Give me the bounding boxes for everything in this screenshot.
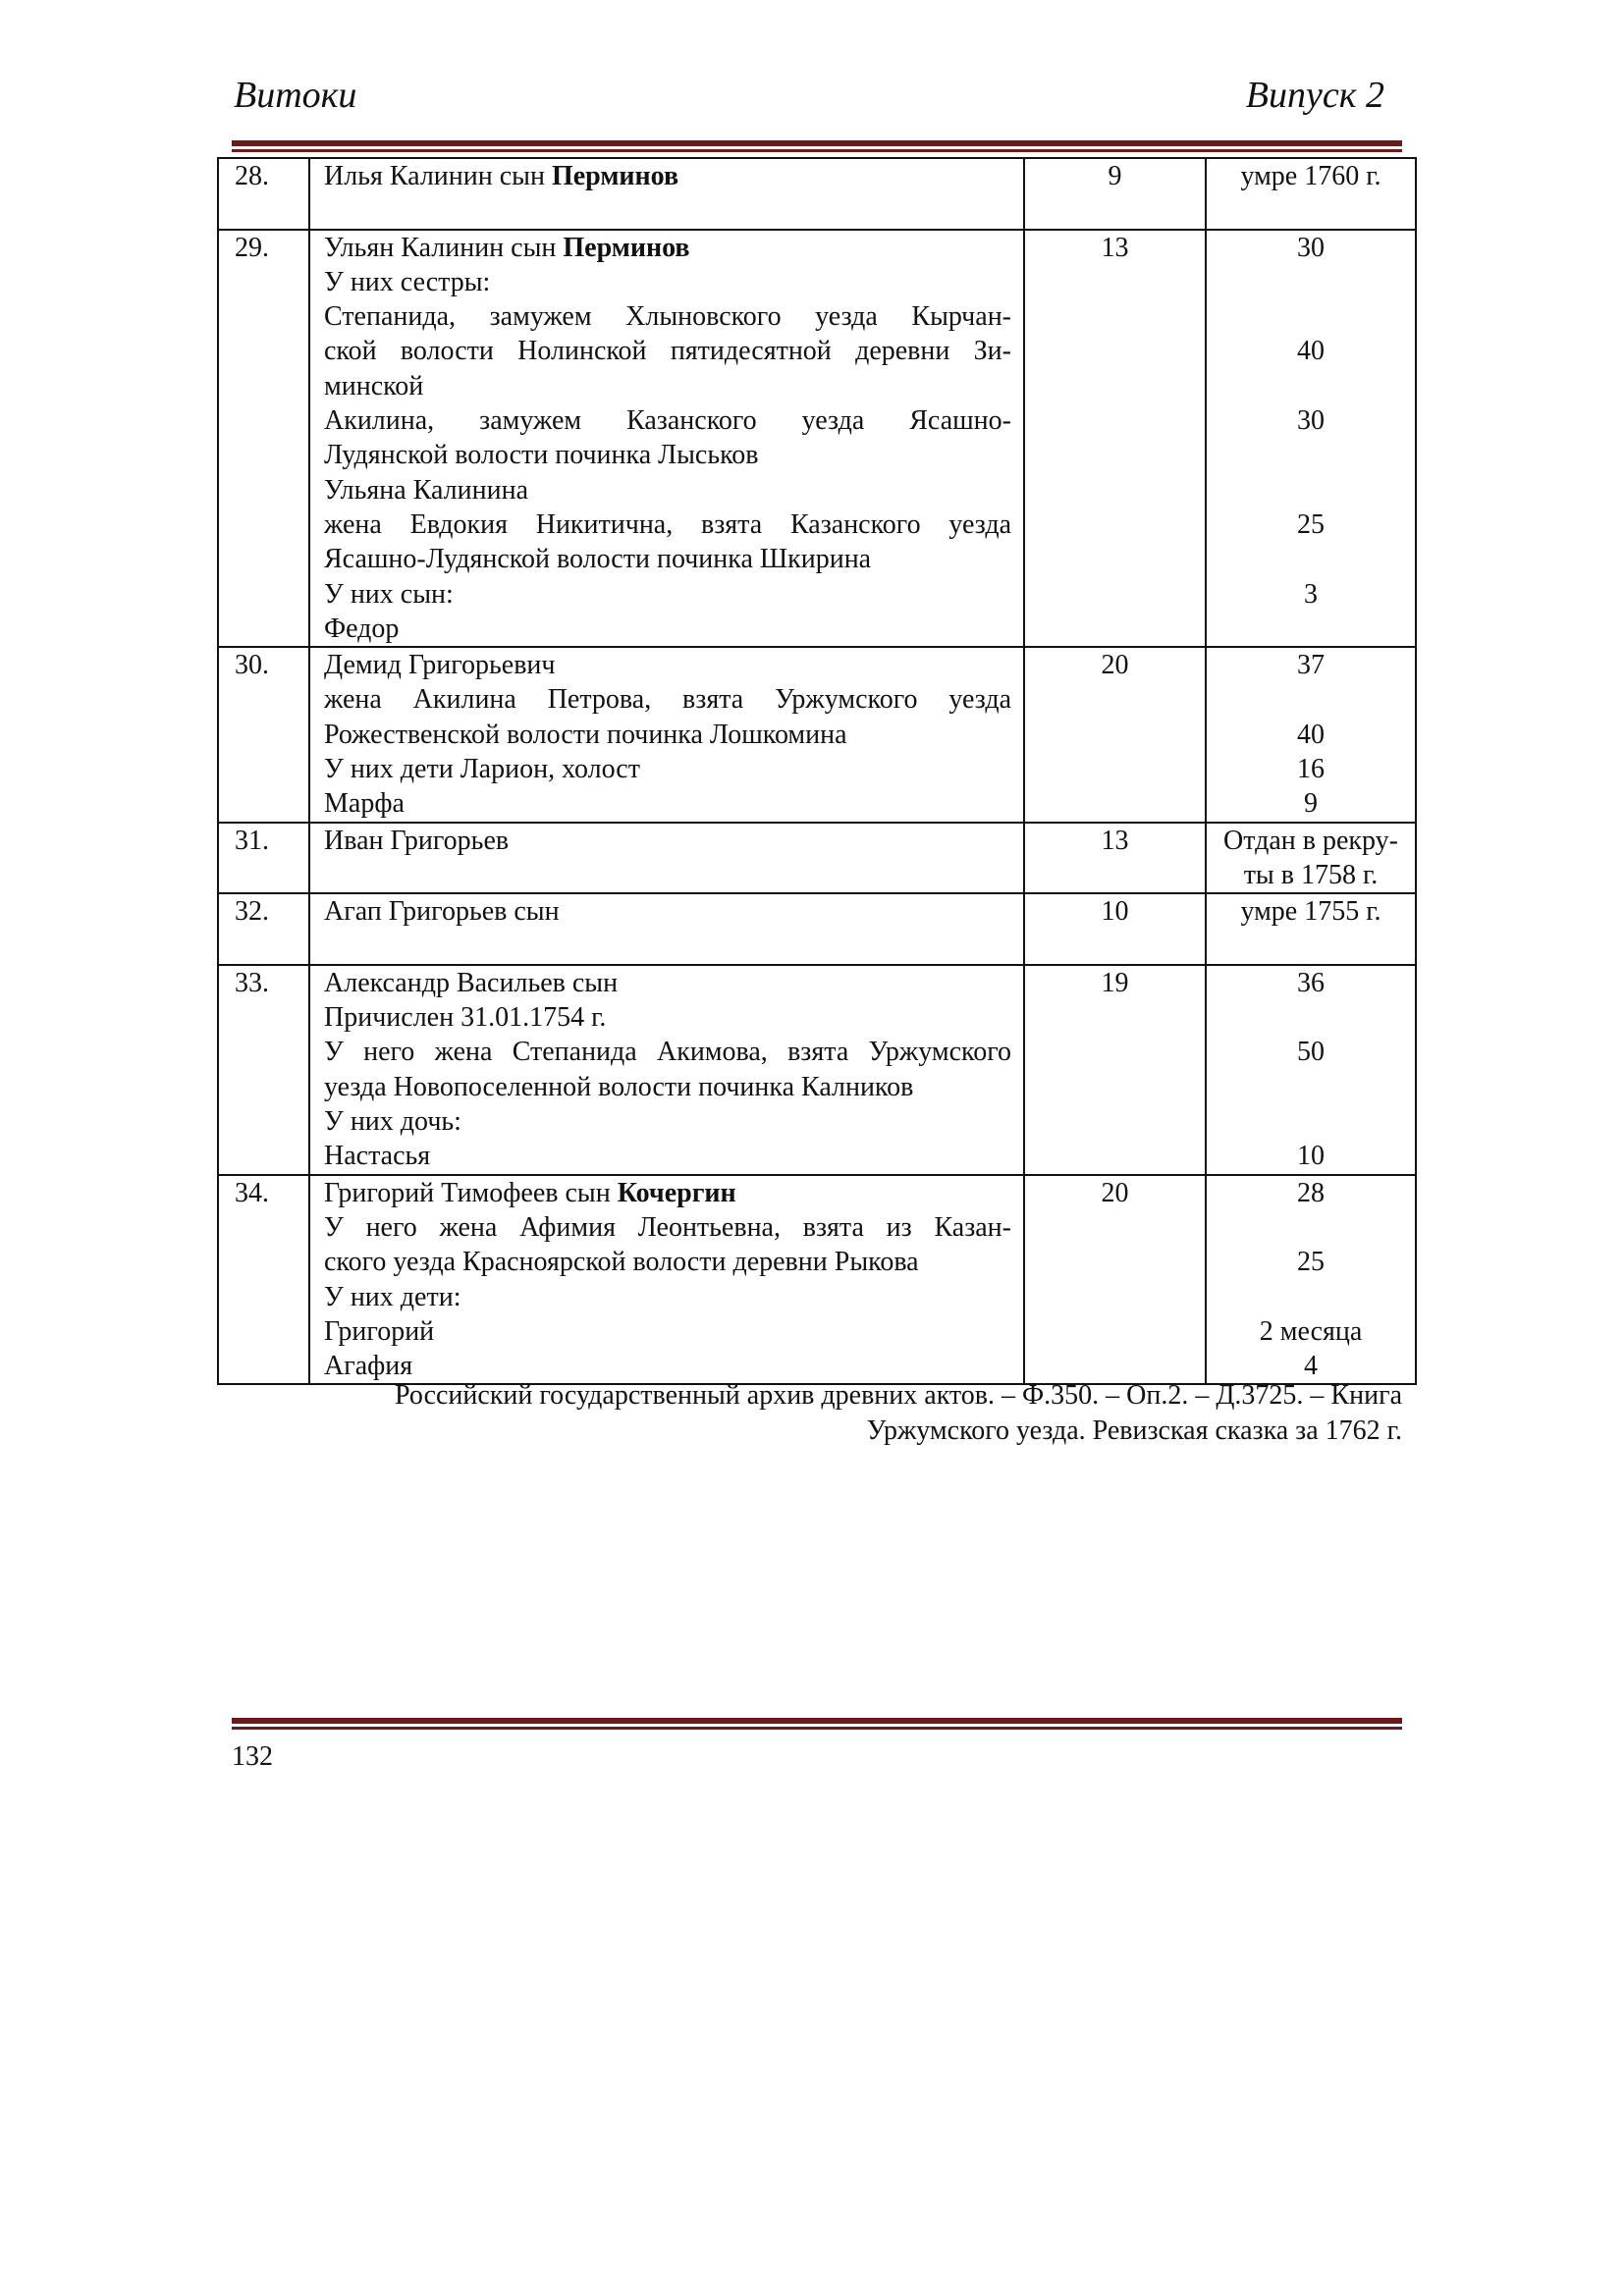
age-1747-value [1025, 786, 1205, 821]
age-1762-value: 25 [1297, 1247, 1325, 1278]
entry-line [324, 1070, 1011, 1104]
age-1747-value [1025, 473, 1205, 507]
age-1747 [1024, 158, 1206, 230]
entry-line [324, 1139, 1011, 1173]
age-1762-value: 25 [1297, 508, 1325, 540]
row-number-text: 29. [235, 232, 269, 263]
entry-text: Причислен 31.01.1754 г. [324, 1002, 607, 1034]
age-1747-value: 9 [1108, 161, 1122, 191]
age-1747 [1024, 893, 1206, 965]
age-1747-value [1025, 438, 1205, 472]
age-1762-value: 2 месяца [1259, 1315, 1363, 1347]
entry-text: Демид Григорьевич [324, 650, 556, 681]
entry-text: Степанида, замужем Хлыновского уезда Кырчан- [324, 301, 1011, 333]
row-number-text: 34. [235, 1177, 269, 1208]
age-1762-value: умре 1760 г. [1240, 161, 1381, 191]
entry-text: У них дети: [324, 1281, 461, 1312]
age-1762-value: 30 [1297, 405, 1325, 437]
row-number [218, 893, 309, 965]
row-number [218, 158, 309, 230]
entry-text: Федор [324, 613, 400, 644]
age-1747-value: 13 [1101, 232, 1129, 263]
age-1762-value: Отдан в рекру- [1223, 825, 1398, 856]
page-number: 132 [232, 1741, 273, 1772]
age-1747-value [1025, 1314, 1205, 1349]
age-1762 [1206, 647, 1416, 822]
entry-text: У них дочь: [324, 1106, 461, 1138]
age-1762 [1206, 893, 1416, 965]
entry-line [324, 334, 1011, 368]
person-entry [309, 230, 1024, 648]
row-number-text: 30. [235, 650, 269, 681]
age-1747-value [1025, 299, 1205, 334]
age-1762-value: 16 [1297, 754, 1325, 785]
surname: Перминов [551, 161, 679, 191]
age-1747-value: 10 [1101, 896, 1129, 928]
table-row [218, 823, 1416, 894]
row-number [218, 823, 309, 894]
entry-line [324, 1314, 1011, 1349]
entry-line [324, 1104, 1011, 1139]
entry-text: Григорий Тимофеев сын [324, 1177, 618, 1208]
journal-title: Витоки [234, 75, 357, 116]
surname: Перминов [563, 232, 690, 263]
person-entry [309, 158, 1024, 230]
age-1747-value [1025, 193, 1205, 228]
age-1762-value [1207, 438, 1415, 472]
entry-line [324, 858, 1011, 892]
page-header [232, 71, 1384, 130]
age-1747-value: 20 [1101, 1177, 1129, 1208]
row-number-text: 28. [235, 161, 269, 191]
source-citation [232, 1378, 1402, 1449]
row-number [218, 965, 309, 1175]
age-1762-value [1207, 1104, 1415, 1139]
entry-line [324, 299, 1011, 334]
person-entry [309, 893, 1024, 965]
age-1747-value [1025, 577, 1205, 612]
entry-line [324, 682, 1011, 717]
age-1762-value: умре 1755 г. [1240, 896, 1381, 928]
age-1747-value [1025, 1104, 1205, 1139]
age-1747-value [1025, 718, 1205, 752]
age-1762-value [1207, 299, 1415, 334]
entry-text: Иван Григорьев [324, 825, 510, 856]
age-1762-value [1207, 193, 1415, 228]
entry-line [324, 438, 1011, 472]
entry-text: Марфа [324, 788, 405, 820]
table-row [218, 893, 1416, 965]
entry-line [324, 473, 1011, 507]
age-1762 [1206, 158, 1416, 230]
row-number [218, 1175, 309, 1385]
entry-text: Акилина, замужем Казанского уезда Ясашно- [324, 405, 1011, 437]
age-1747-value [1025, 542, 1205, 576]
census-table [217, 157, 1417, 1385]
entry-text: Ульяна Калинина [324, 474, 529, 506]
entry-text: уезда Новопоселенной волости починка Калников [324, 1071, 914, 1102]
age-1762-value [1207, 473, 1415, 507]
table-row [218, 647, 1416, 822]
entry-line [324, 231, 1011, 265]
entry-line [324, 894, 1011, 929]
age-1747-value [1025, 1070, 1205, 1104]
entry-line [324, 648, 1011, 682]
table-row [218, 965, 1416, 1175]
entry-text: Александр Васильев сын [324, 967, 619, 998]
entry-line [324, 930, 1011, 964]
person-entry [309, 647, 1024, 822]
issue-number: Випуск 2 [1245, 75, 1384, 116]
age-1762-value: 36 [1297, 967, 1325, 998]
entry-text: Агафия [324, 1351, 413, 1382]
age-1747-value [1025, 507, 1205, 542]
entry-line [324, 786, 1011, 821]
entry-text: У них дети Ларион, холост [324, 754, 640, 785]
entry-text: ского уезда Красноярской волости деревни Рыкова [324, 1247, 919, 1278]
age-1762-value [1207, 1280, 1415, 1314]
age-1747 [1024, 1175, 1206, 1385]
entry-line [324, 612, 1011, 646]
age-1747-value: 19 [1101, 967, 1129, 998]
footer-rule [232, 1718, 1402, 1730]
row-number-text: 33. [235, 967, 269, 998]
age-1762-value [1207, 930, 1415, 964]
entry-text: жена Евдокия Никитична, взята Казанского уезда [324, 508, 1011, 540]
entry-line [324, 265, 1011, 299]
entry-line [324, 403, 1011, 438]
entry-line [324, 824, 1011, 858]
entry-text: У них сестры: [324, 266, 491, 297]
age-1747 [1024, 823, 1206, 894]
table-row [218, 158, 1416, 230]
age-1747-value [1025, 1280, 1205, 1314]
age-1747-value [1025, 682, 1205, 717]
table-row [218, 230, 1416, 648]
entry-text: Ульян Калинин сын [324, 232, 564, 263]
age-1762 [1206, 965, 1416, 1175]
entry-text: Рожественской волости починка Лошкомина [324, 719, 847, 750]
age-1747-value [1025, 752, 1205, 786]
entry-line [324, 542, 1011, 576]
age-1762-value [1207, 1070, 1415, 1104]
age-1747-value [1025, 930, 1205, 964]
age-1747-value [1025, 403, 1205, 438]
person-entry [309, 965, 1024, 1175]
age-1762 [1206, 230, 1416, 648]
age-1747-value [1025, 1000, 1205, 1035]
person-entry [309, 823, 1024, 894]
entry-text: Илья Калинин сын [324, 161, 552, 191]
person-entry [309, 1175, 1024, 1385]
entry-line [324, 718, 1011, 752]
age-1747-value [1025, 369, 1205, 403]
age-1747-value [1025, 858, 1205, 892]
row-number-text: 32. [235, 896, 269, 928]
source-line-1: Российский государственный архив древних актов. – Ф.350. – Оп.2. – Д.3725. – Книга [395, 1380, 1402, 1411]
entry-text: ской волости Нолинской пятидесятной деревни Зи- [324, 336, 1011, 367]
age-1747-value [1025, 1139, 1205, 1173]
entry-line [324, 159, 1011, 193]
entry-line [324, 1035, 1011, 1069]
entry-text: Агап Григорьев сын [324, 896, 560, 928]
age-1762 [1206, 1175, 1416, 1385]
age-1762-value: 4 [1304, 1351, 1318, 1382]
age-1762-value: 9 [1304, 788, 1318, 820]
age-1747-value [1025, 265, 1205, 299]
entry-text: Григорий [324, 1315, 435, 1347]
entry-text: Настасья [324, 1141, 431, 1172]
entry-line [324, 1280, 1011, 1314]
age-1762-value: 28 [1297, 1177, 1325, 1208]
age-1762-value: ты в 1758 г. [1243, 859, 1379, 890]
age-1762-value [1207, 682, 1415, 717]
surname: Кочергин [617, 1177, 736, 1208]
entry-text: У него жена Афимия Леонтьевна, взята из Казан- [324, 1211, 1011, 1243]
age-1747 [1024, 647, 1206, 822]
entry-line [324, 577, 1011, 612]
entry-text: Лудянской волости починка Лыськов [324, 440, 759, 471]
entry-text: жена Акилина Петрова, взята Уржумского уезда [324, 684, 1011, 716]
entry-line [324, 507, 1011, 542]
entry-line [324, 752, 1011, 786]
row-number-text: 31. [235, 825, 269, 856]
age-1747-value [1025, 1245, 1205, 1279]
entry-text: У него жена Степанида Акимова, взята Уржумского [324, 1037, 1011, 1068]
age-1747 [1024, 965, 1206, 1175]
entry-line [324, 1210, 1011, 1245]
age-1747-value [1025, 334, 1205, 368]
age-1762-value: 30 [1297, 232, 1325, 263]
age-1747-value [1025, 1210, 1205, 1245]
age-1762-value: 40 [1297, 719, 1325, 750]
row-number [218, 647, 309, 822]
entry-text: У них сын: [324, 578, 454, 610]
entry-line [324, 966, 1011, 1000]
entry-text: Ясашно-Лудянской волости починка Шкирина [324, 544, 872, 575]
age-1762-value: 40 [1297, 336, 1325, 367]
entry-text: минской [324, 370, 424, 401]
age-1762-value: 10 [1297, 1141, 1325, 1172]
age-1762-value [1207, 265, 1415, 299]
age-1762 [1206, 823, 1416, 894]
header-rule [232, 140, 1402, 152]
age-1762-value: 3 [1304, 578, 1318, 610]
source-line-2: Уржумского уезда. Ревизская сказка за 1762 г. [866, 1415, 1402, 1446]
entry-line [324, 369, 1011, 403]
age-1747 [1024, 230, 1206, 648]
table-row [218, 1175, 1416, 1385]
age-1747-value: 20 [1101, 650, 1129, 681]
age-1747-value [1025, 612, 1205, 646]
row-number [218, 230, 309, 648]
age-1762-value [1207, 612, 1415, 646]
entry-line [324, 1176, 1011, 1210]
age-1762-value [1207, 1000, 1415, 1035]
age-1762-value: 50 [1297, 1037, 1325, 1068]
age-1762-value: 37 [1297, 650, 1325, 681]
age-1762-value [1207, 369, 1415, 403]
age-1747-value: 13 [1101, 825, 1129, 856]
age-1747-value [1025, 1035, 1205, 1069]
entry-line [324, 1000, 1011, 1035]
census-table-body [218, 158, 1416, 1384]
entry-line [324, 193, 1011, 228]
entry-line [324, 1245, 1011, 1279]
age-1762-value [1207, 1210, 1415, 1245]
age-1762-value [1207, 542, 1415, 576]
